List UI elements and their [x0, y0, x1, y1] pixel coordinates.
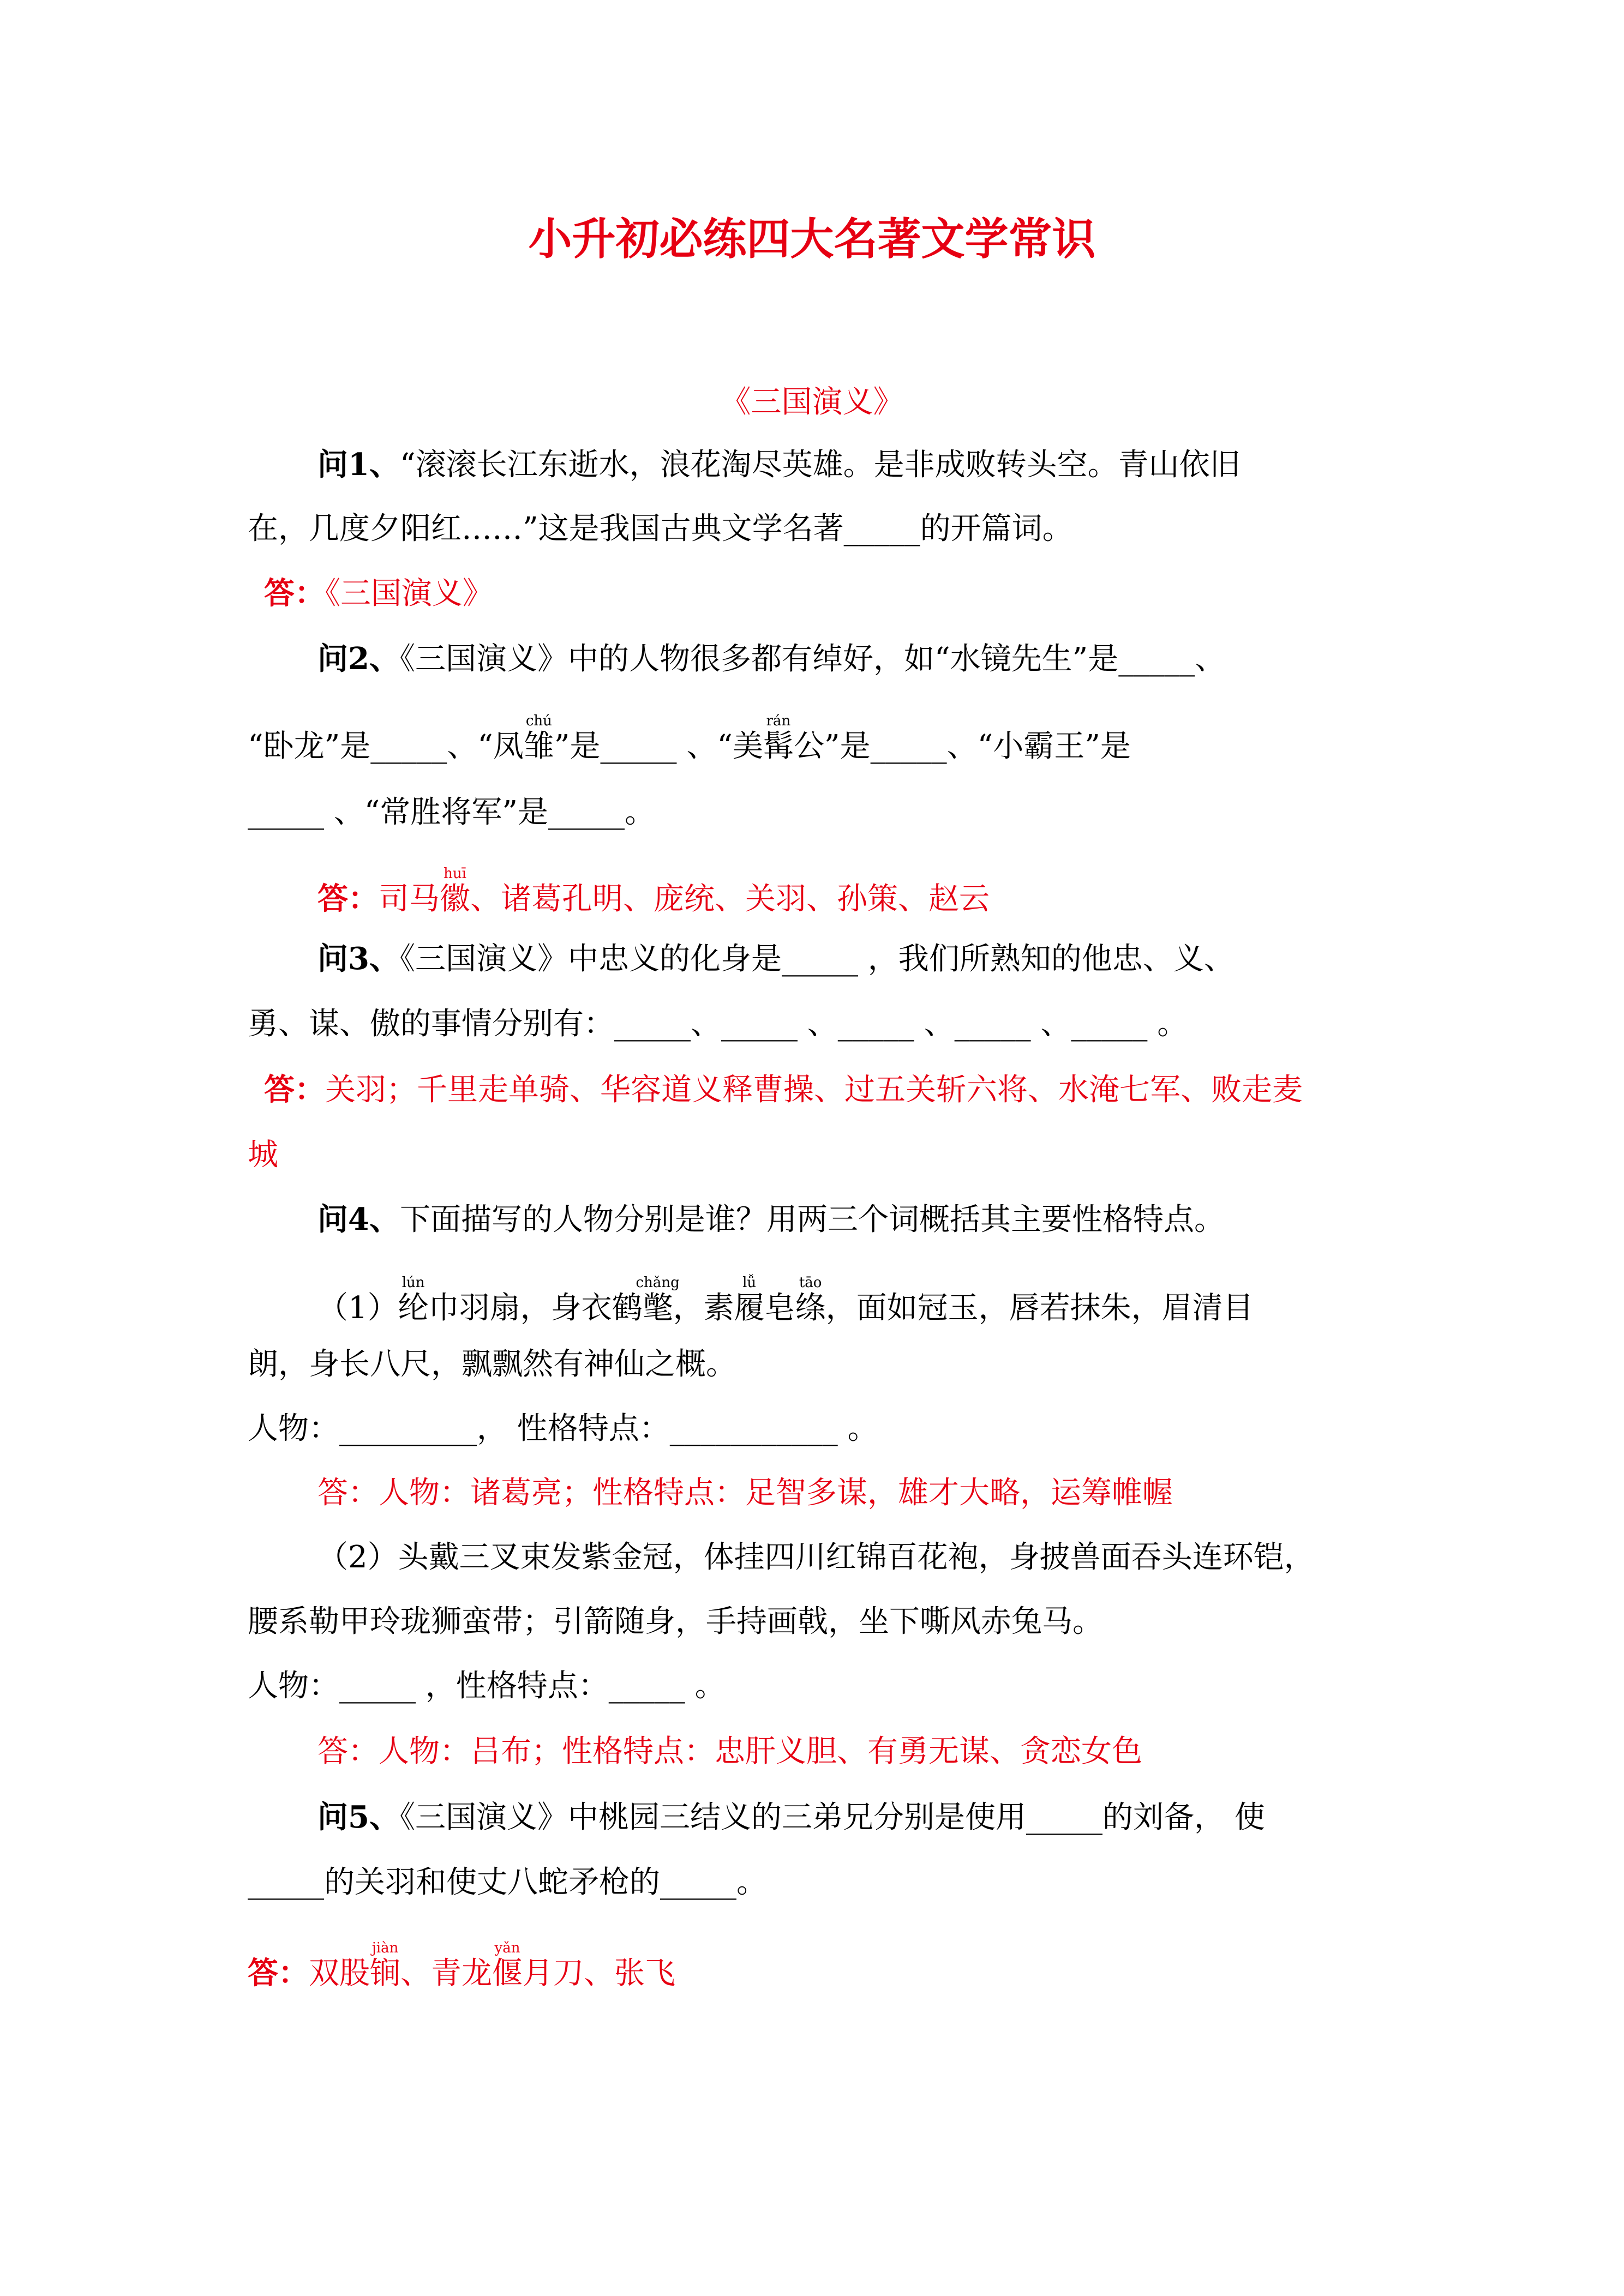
char-ran: 髯 — [763, 729, 794, 764]
q2-answer — [317, 867, 990, 921]
ruby-hui — [440, 865, 470, 917]
q3-answer-line-2: 城 — [248, 1137, 278, 1173]
q5-answer-text-c: 月刀、张飞 — [523, 1956, 675, 1991]
pinyin-chang: chǎng — [636, 1275, 680, 1291]
q1-line-2: 在，几度夕阳红……”这是我国古典文学名著_____的开篇词。 — [248, 511, 1073, 546]
char-chu: 雏 — [523, 729, 554, 764]
q4-part1-line-1 — [317, 1276, 1254, 1330]
q4-part1-line-2: 朗，身长八尺，飘飘然有神仙之概。 — [248, 1347, 736, 1382]
q3-answer-text-1: 关羽；千里走单骑、华容道义释曹操、过五关斩六将、水淹七军、败走麦 — [325, 1072, 1303, 1108]
q2-line-1 — [317, 637, 1225, 681]
pinyin-hui: huī — [440, 865, 470, 882]
q4-line-1 — [317, 1198, 1225, 1242]
char-lun: 纶 — [398, 1290, 429, 1326]
q2-answer-text-a: 司马 — [379, 881, 440, 917]
q5-answer — [248, 1942, 675, 1996]
pinyin-yan: yǎn — [492, 1940, 523, 1956]
q2-text-2a: “卧龙”是_____、“凤 — [248, 729, 524, 764]
ruby-lun — [398, 1275, 429, 1326]
q5-answer-text-b: 、青龙 — [400, 1956, 492, 1991]
q4-part2-fill: 人物：_____ ，性格特点：_____ 。 — [248, 1668, 726, 1704]
q2-line-3: _____ 、“常胜将军”是_____。 — [248, 795, 656, 830]
ruby-yan — [492, 1940, 523, 1991]
ruby-tao — [795, 1275, 826, 1326]
q1-line-1 — [317, 443, 1241, 487]
q5-answer-label: 答： — [248, 1955, 309, 1991]
q4-part2-line-2: 腰系勒甲玲珑狮蛮带；引箭随身，手持画戟，坐下嘶风赤兔马。 — [248, 1604, 1103, 1639]
q1-text-1: “滚滚长江东逝水，浪花淘尽英雄。是非成败转头空。青山依旧 — [399, 447, 1241, 483]
pinyin-lv: lǚ — [734, 1275, 765, 1291]
ruby-chang — [636, 1275, 680, 1326]
q2-text-2b: ”是_____ 、“美 — [554, 729, 763, 764]
ruby-chu — [523, 713, 554, 764]
q2-text-1: 《三国演义》中的人物很多都有绰好，如“水镜先生”是_____、 — [399, 641, 1226, 677]
q2-answer-label: 答： — [317, 881, 379, 917]
q4-p1-text-e: ，面如冠玉，唇若抹朱，眉清目 — [825, 1290, 1254, 1326]
q3-answer-label: 答： — [264, 1072, 325, 1108]
q4-number: 问4、 — [317, 1201, 400, 1237]
q5-line-1 — [317, 1795, 1265, 1840]
q1-answer — [264, 572, 493, 616]
char-lv: 履 — [734, 1290, 765, 1326]
q4-p1-text-b: 巾羽扇，身衣鹤 — [428, 1290, 643, 1326]
q4-part1-fill: 人物：_________， 性格特点：___________ 。 — [248, 1411, 878, 1446]
ruby-jian — [370, 1940, 400, 1991]
pinyin-lun: lún — [398, 1275, 429, 1291]
q4-p1-text-a: （1） — [317, 1290, 398, 1326]
q1-answer-text: 《三国演义》 — [325, 576, 493, 611]
q3-text-1: 《三国演义》中忠义的化身是_____ ，我们所熟知的他忠、义、 — [399, 941, 1235, 977]
ruby-ran — [763, 713, 794, 764]
pinyin-ran: rán — [763, 713, 794, 729]
q2-text-2c: 公”是_____、“小霸王”是 — [793, 729, 1131, 764]
q2-answer-text-b: 、诸葛孔明、庞统、关羽、孙策、赵云 — [470, 881, 990, 917]
q4-part2-answer: 答：人物：吕布；性格特点：忠肝义胆、有勇无谋、贪恋女色 — [317, 1734, 1142, 1769]
char-chang: 氅 — [636, 1290, 680, 1326]
q1-answer-label: 答： — [264, 575, 325, 611]
section-heading: 《三国演义》 — [720, 384, 904, 420]
page-title: 小升初必练四大名著文学常识 — [528, 213, 1096, 265]
q5-answer-text-a: 双股 — [309, 1956, 370, 1991]
q5-line-2: _____的关羽和使丈八蛇矛枪的_____。 — [248, 1865, 767, 1900]
q1-number: 问1、 — [317, 447, 400, 483]
q4-p1-text-c: ，素 — [673, 1290, 734, 1326]
q5-number: 问5、 — [317, 1799, 400, 1835]
q5-text-1: 《三国演义》中桃园三结义的三弟兄分别是使用_____的刘备， 使 — [399, 1800, 1265, 1835]
q3-line-1 — [317, 937, 1235, 981]
pinyin-jian: jiàn — [370, 1940, 400, 1956]
q4-text-1: 下面描写的人物分别是谁？用两三个词概括其主要性格特点。 — [399, 1202, 1225, 1237]
q4-p1-text-d: 皂 — [764, 1290, 795, 1326]
q2-number: 问2、 — [317, 641, 400, 677]
char-hui: 徽 — [440, 881, 470, 917]
pinyin-chu: chú — [523, 713, 554, 729]
pinyin-tao: tāo — [795, 1275, 826, 1291]
char-jian: 锏 — [370, 1956, 400, 1991]
q2-line-2 — [248, 714, 1131, 768]
q3-answer-line-1 — [264, 1068, 1303, 1112]
char-tao: 绦 — [795, 1290, 826, 1326]
q4-part2-line-1: （2）头戴三叉束发紫金冠，体挂四川红锦百花袍，身披兽面吞头连环铠， — [317, 1540, 1315, 1575]
char-yan: 偃 — [492, 1956, 523, 1991]
q4-part1-answer: 答：人物：诸葛亮；性格特点：足智多谋，雄才大略，运筹帷幄 — [317, 1475, 1173, 1511]
q3-number: 问3、 — [317, 941, 400, 977]
ruby-lv — [734, 1275, 765, 1326]
q3-line-2: 勇、谋、傲的事情分别有：_____、_____ 、_____ 、_____ 、_____ 。 — [248, 1006, 1188, 1042]
